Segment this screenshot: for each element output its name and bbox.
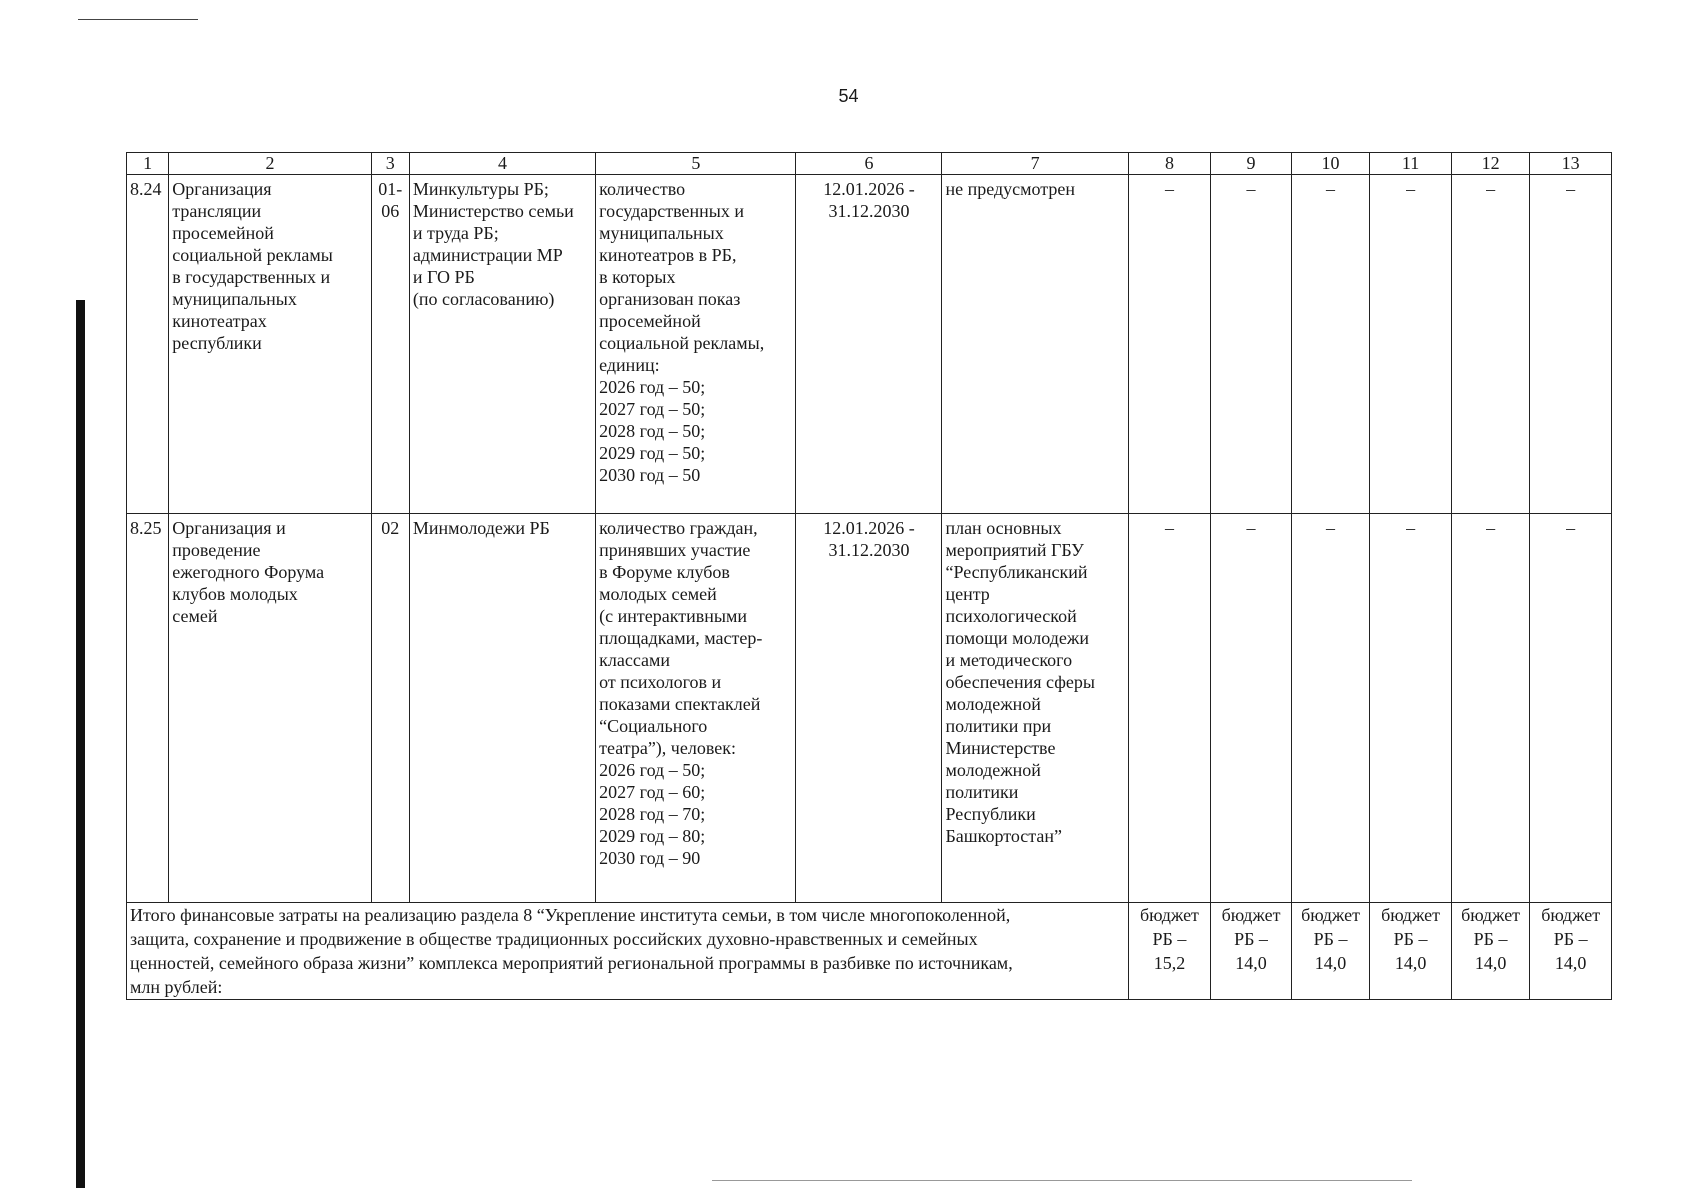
budget-cell: бюджет РБ – 15,2 bbox=[1128, 903, 1211, 1000]
value-cell: – bbox=[1530, 175, 1612, 514]
column-number: 10 bbox=[1291, 153, 1370, 175]
budget-cell: бюджет РБ – 14,0 bbox=[1291, 903, 1370, 1000]
executors: Минкультуры РБ; Министерство семьи и труда РБ; администрации МР и ГО РБ (по согласованию) bbox=[409, 175, 595, 514]
measure-name: Организация и проведение ежегодного Форума клубов молодых семей bbox=[169, 514, 371, 903]
value-cell: – bbox=[1128, 175, 1211, 514]
column-number: 1 bbox=[127, 153, 169, 175]
value-cell: – bbox=[1451, 514, 1530, 903]
value-cell: – bbox=[1291, 514, 1370, 903]
column-number: 13 bbox=[1530, 153, 1612, 175]
value-cell: – bbox=[1211, 514, 1292, 903]
column-number: 11 bbox=[1370, 153, 1452, 175]
code: 02 bbox=[371, 514, 409, 903]
value-cell: – bbox=[1370, 514, 1452, 903]
value-cell: – bbox=[1211, 175, 1292, 514]
column-number: 12 bbox=[1451, 153, 1530, 175]
row-number: 8.24 bbox=[127, 175, 169, 514]
scan-artifact-line bbox=[78, 19, 198, 20]
column-number: 8 bbox=[1128, 153, 1211, 175]
total-row bbox=[127, 903, 1612, 1000]
scan-artifact-line-bottom bbox=[712, 1180, 1412, 1181]
scan-artifact-bar bbox=[76, 300, 85, 1188]
measure-name: Организация трансляции просемейной социальной рекламы в государственных и муниципальных кинотеатрах республики bbox=[169, 175, 371, 514]
funding-source: план основных мероприятий ГБУ “Республиканский центр психологической помощи молодежи и методического обеспечения сферы молодежной политики при Министерстве молодежной политики Республики Башкортостан” bbox=[942, 514, 1128, 903]
table-row bbox=[127, 514, 1612, 903]
value-cell: – bbox=[1291, 175, 1370, 514]
indicator: количество граждан, принявших участие в Форуме клубов молодых семей (с интерактивными площадками, мастер- классами от психологов и показами спектаклей “Социального театра”), человек: 2026 год – 50; 2027 год – 60; 2028 год – 70; 2029 год – 80; 2030 год – 90 bbox=[596, 514, 796, 903]
page-number: 54 bbox=[838, 86, 859, 106]
period: 12.01.2026 - 31.12.2030 bbox=[796, 514, 942, 903]
column-number: 4 bbox=[409, 153, 595, 175]
column-number: 7 bbox=[942, 153, 1128, 175]
budget-cell: бюджет РБ – 14,0 bbox=[1451, 903, 1530, 1000]
value-cell: – bbox=[1451, 175, 1530, 514]
budget-cell: бюджет РБ – 14,0 bbox=[1530, 903, 1612, 1000]
table-row bbox=[127, 175, 1612, 514]
column-number-row bbox=[127, 153, 1612, 175]
value-cell: – bbox=[1530, 514, 1612, 903]
value-cell: – bbox=[1370, 175, 1452, 514]
funding-source: не предусмотрен bbox=[942, 175, 1128, 514]
executors: Минмолодежи РБ bbox=[409, 514, 595, 903]
program-table bbox=[126, 152, 1612, 1000]
column-number: 2 bbox=[169, 153, 371, 175]
value-cell: – bbox=[1128, 514, 1211, 903]
column-number: 9 bbox=[1211, 153, 1292, 175]
budget-cell: бюджет РБ – 14,0 bbox=[1370, 903, 1452, 1000]
budget-cell: бюджет РБ – 14,0 bbox=[1211, 903, 1292, 1000]
code: 01- 06 bbox=[371, 175, 409, 514]
row-number: 8.25 bbox=[127, 514, 169, 903]
indicator: количество государственных и муниципальных кинотеатров в РБ, в которых организован показ просемейной социальной рекламы, единиц: 2026 год – 50; 2027 год – 50; 2028 год – 50; 2029 год – 50; 2030 год – 50 bbox=[596, 175, 796, 514]
total-label: Итого финансовые затраты на реализацию раздела 8 “Укрепление института семьи, в том числе многопоколенной, защита, сохранение и продвижение в обществе традиционных российских духовно-нравственных и семейных ценностей, семейного образа жизни” комплекса мероприятий региональной программы в разбивке по источникам, млн рублей: bbox=[127, 903, 1129, 1000]
column-number: 6 bbox=[796, 153, 942, 175]
column-number: 5 bbox=[596, 153, 796, 175]
period: 12.01.2026 - 31.12.2030 bbox=[796, 175, 942, 514]
column-number: 3 bbox=[371, 153, 409, 175]
